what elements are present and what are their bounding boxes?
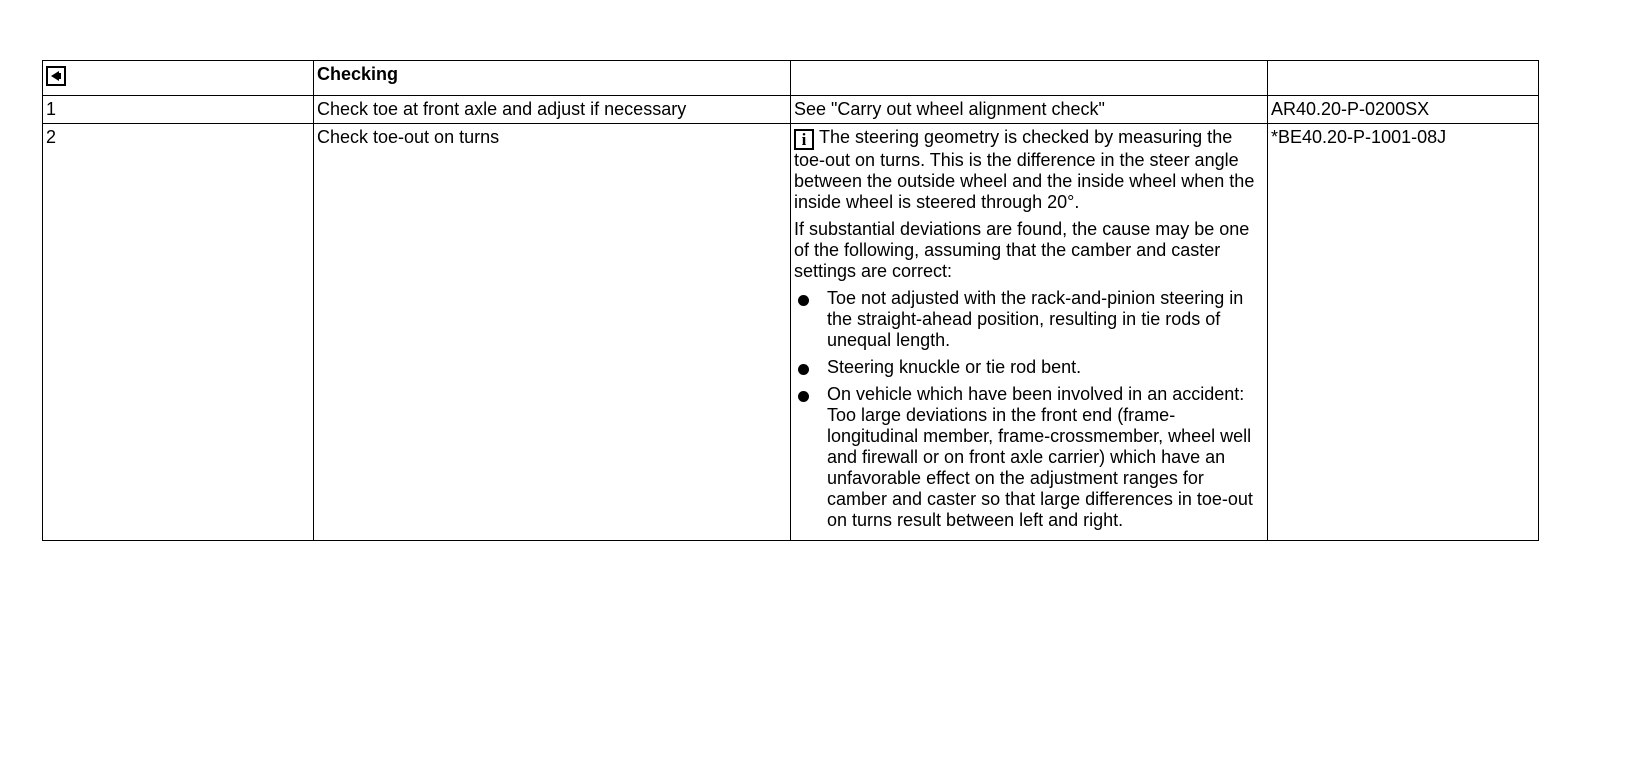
header-icon-cell [43, 61, 314, 96]
step-reference: AR40.20-P-0200SX [1268, 96, 1539, 124]
step-number: 1 [43, 96, 314, 124]
table-row [43, 96, 1539, 124]
list-item-text: Steering knuckle or tie rod bent. [827, 357, 1082, 377]
step-note: See "Carry out wheel alignment check" [791, 96, 1268, 124]
step-reference: *BE40.20-P-1001-08J [1268, 124, 1539, 541]
header-heading: Checking [314, 61, 791, 96]
info-paragraph [794, 127, 1265, 213]
list-item-text: Toe not adjusted with the rack-and-pinion steering in the straight-ahead position, resulting in tie rods of unequal length. [827, 288, 1244, 350]
header-col4 [1268, 61, 1539, 96]
bullet-icon [798, 295, 809, 306]
table-header-row [43, 61, 1539, 96]
bullet-icon [798, 364, 809, 375]
list-item [794, 288, 1265, 351]
info-text: The steering geometry is checked by measuring the toe-out on turns. This is the difference in the steer angle between the outside wheel and the inside wheel when the inside wheel is steered through 20°. [794, 127, 1255, 212]
deviation-paragraph: If substantial deviations are found, the cause may be one of the following, assuming that the camber and caster settings are correct: [794, 219, 1250, 281]
step-number: 2 [43, 124, 314, 541]
bullet-icon [798, 391, 809, 402]
list-item-detail: Too large deviations in the front end (frame-longitudinal member, frame-crossmember, wheel well and firewall or on front axle carrier) which have an unfavorable effect on the adjustment ranges for camber and caster so that large differences in toe-out on turns result between left and right. [827, 405, 1253, 530]
info-icon: i [794, 129, 814, 150]
step-action: Check toe at front axle and adjust if necessary [314, 96, 791, 124]
table-row [43, 124, 1539, 541]
list-item [794, 384, 1265, 531]
procedure-table [42, 60, 1539, 541]
step-action: Check toe-out on turns [314, 124, 791, 541]
list-item-text: On vehicle which have been involved in an accident: [827, 384, 1245, 404]
header-col3 [791, 61, 1268, 96]
step-note [791, 124, 1268, 541]
cause-list [794, 288, 1265, 531]
list-item [794, 357, 1265, 378]
speaker-icon [46, 66, 66, 86]
